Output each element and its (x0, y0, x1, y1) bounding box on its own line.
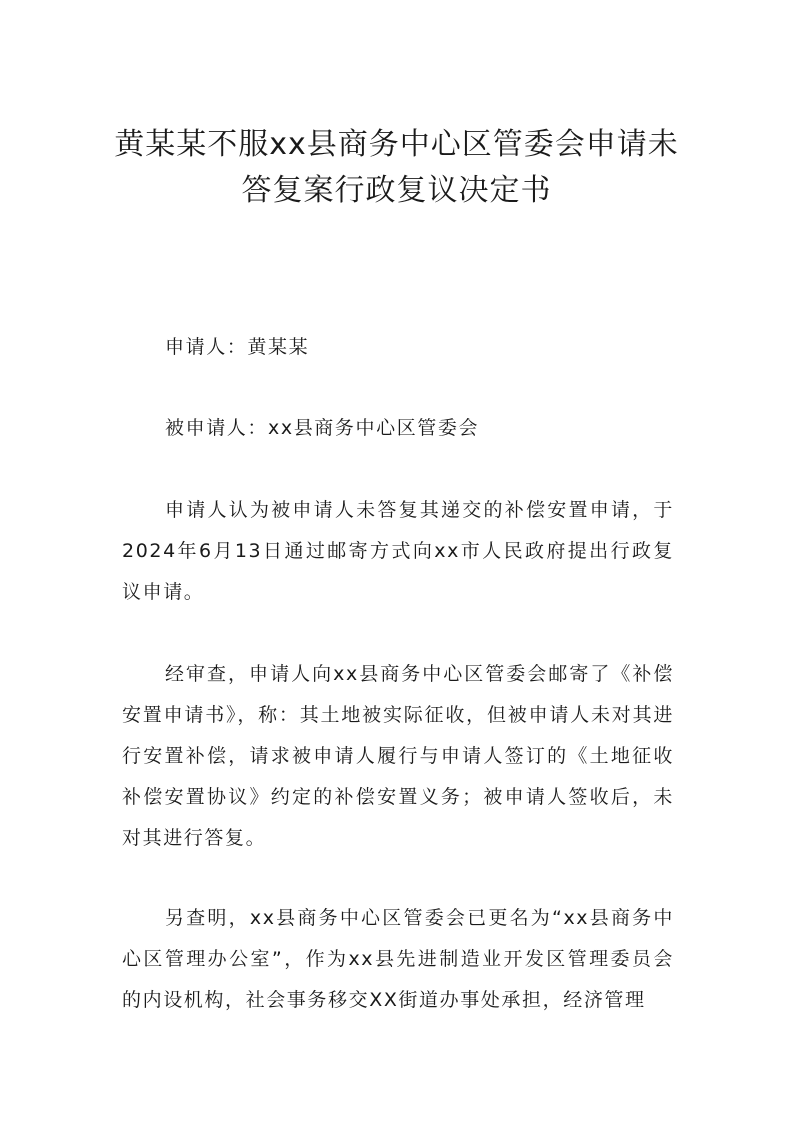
title-line-2: 答复案行政复议决定书 (241, 173, 552, 208)
title-line-1: 黄某某不服xx县商务中心区管委会申请未 (114, 127, 679, 162)
applicant-line: 申请人：黄某某 (165, 336, 310, 358)
paragraph-review-findings: 经审查，申请人向xx县商务中心区管委会邮寄了《补偿安置申请书》，称：其土地被实际征收，但被申请人未对其进行安置补偿，请求被申请人履行与申请人签订的《土地征收补偿安置协议》约定的补偿安置义务；被申请人签收后，未对其进行答复。 (122, 663, 674, 849)
paragraph-claim: 申请人认为被申请人未答复其递交的补偿安置申请，于2024年6月13日通过邮寄方式向xx市人民政府提出行政复议申请。 (122, 499, 674, 603)
document-title (100, 122, 693, 214)
paragraph-further-findings: 另查明，xx县商务中心区管委会已更名为“xx县商务中心区管理办公室”，作为xx县先进制造业开发区管理委员会的内设机构，社会事务移交XX街道办事处承担，经济管理 (122, 907, 674, 1011)
respondent-line: 被申请人：xx县商务中心区管委会 (165, 417, 480, 439)
